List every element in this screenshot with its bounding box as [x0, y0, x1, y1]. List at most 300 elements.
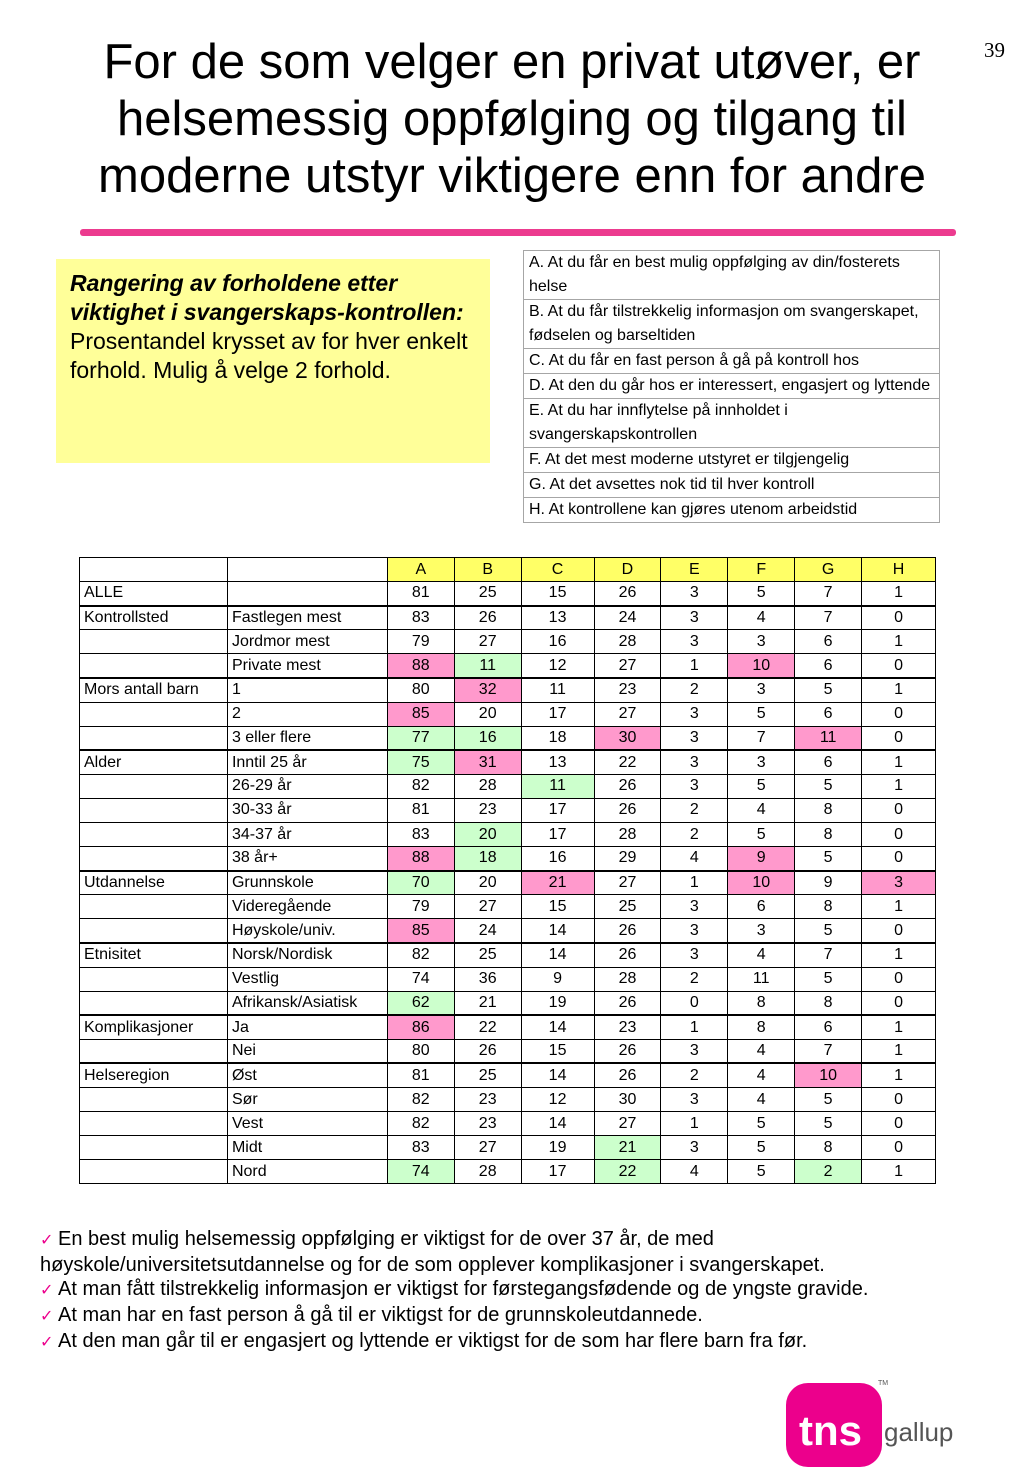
row-subgroup-label: Inntil 25 år	[227, 750, 387, 774]
table-row	[80, 1160, 936, 1184]
results-table	[79, 557, 936, 1184]
row-group-label	[80, 991, 228, 1015]
value-cell: 82	[387, 774, 454, 798]
value-cell: 7	[795, 943, 862, 967]
row-subgroup-label: Norsk/Nordisk	[227, 943, 387, 967]
value-cell: 0	[862, 726, 936, 750]
value-cell: 11	[521, 678, 594, 702]
slide-title: For de som velger en privat utøver, er helsemessig oppfølging og tilgang til moderne utstyr viktigere enn for andre	[98, 35, 926, 203]
value-cell: 27	[454, 895, 521, 919]
value-cell: 7	[728, 726, 795, 750]
value-cell: 1	[862, 895, 936, 919]
value-cell: 3	[661, 726, 728, 750]
value-cell: 85	[387, 702, 454, 726]
row-group-label	[80, 1039, 228, 1063]
value-cell: 28	[594, 823, 661, 847]
table-row	[80, 943, 936, 967]
finding-item	[40, 1303, 1000, 1329]
value-cell: 4	[728, 1063, 795, 1087]
legend-row	[524, 473, 940, 498]
value-cell: 0	[862, 991, 936, 1015]
value-cell: 27	[594, 702, 661, 726]
value-cell: 5	[728, 1160, 795, 1184]
header-blank-group	[80, 558, 228, 582]
value-cell: 9	[521, 967, 594, 991]
legend-row	[524, 251, 940, 300]
value-cell: 1	[661, 654, 728, 678]
value-cell: 80	[387, 678, 454, 702]
value-cell: 23	[594, 1015, 661, 1039]
value-cell: 81	[387, 582, 454, 606]
row-group-label	[80, 654, 228, 678]
value-cell: 79	[387, 895, 454, 919]
value-cell: 6	[795, 750, 862, 774]
value-cell: 31	[454, 750, 521, 774]
value-cell: 0	[862, 654, 936, 678]
value-cell: 70	[387, 871, 454, 895]
column-header: D	[594, 558, 661, 582]
finding-text: At man fått tilstrekkelig informasjon er viktigst for førstegangsfødende og de yngste gravide.	[58, 1278, 869, 1300]
value-cell: 1	[862, 943, 936, 967]
value-cell: 1	[862, 774, 936, 798]
value-cell: 21	[594, 1136, 661, 1160]
table-row	[80, 654, 936, 678]
value-cell: 3	[661, 1039, 728, 1063]
finding-text: At man har en fast person å gå til er viktigst for de grunnskoleutdannede.	[58, 1304, 703, 1326]
row-subgroup-label: 38 år+	[227, 847, 387, 871]
legend-row	[524, 498, 940, 523]
value-cell: 6	[795, 1015, 862, 1039]
table-row	[80, 702, 936, 726]
value-cell: 5	[728, 1112, 795, 1136]
value-cell: 8	[795, 1136, 862, 1160]
value-cell: 0	[862, 1112, 936, 1136]
value-cell: 27	[594, 654, 661, 678]
value-cell: 0	[862, 1136, 936, 1160]
method-note	[56, 259, 490, 463]
value-cell: 27	[454, 630, 521, 654]
value-cell: 25	[454, 1063, 521, 1087]
value-cell: 23	[454, 1112, 521, 1136]
value-cell: 0	[862, 823, 936, 847]
value-cell: 3	[661, 702, 728, 726]
row-group-label: Mors antall barn	[80, 678, 228, 702]
value-cell: 20	[454, 702, 521, 726]
table-row	[80, 991, 936, 1015]
value-cell: 20	[454, 823, 521, 847]
value-cell: 4	[728, 1039, 795, 1063]
finding-text: En best mulig helsemessig oppfølging er viktigst for de over 37 år, de med høyskole/universitetsutdannelse og for de som opplever komplikasjoner i svangerskapet.	[40, 1228, 825, 1276]
table-row	[80, 1063, 936, 1087]
logo-trademark: TM	[878, 1380, 889, 1387]
value-cell: 83	[387, 823, 454, 847]
value-cell: 0	[862, 1088, 936, 1112]
method-note-body: Prosentandel krysset av for hver enkelt forhold. Mulig å velge 2 forhold.	[70, 328, 468, 383]
table-row	[80, 726, 936, 750]
value-cell: 1	[862, 1015, 936, 1039]
value-cell: 79	[387, 630, 454, 654]
row-group-label: Utdannelse	[80, 871, 228, 895]
table-row	[80, 919, 936, 943]
legend-item: H. At kontrollene kan gjøres utenom arbeidstid	[524, 498, 940, 523]
table-header-row	[80, 558, 936, 582]
row-group-label	[80, 847, 228, 871]
row-subgroup-label: Nei	[227, 1039, 387, 1063]
value-cell: 7	[795, 582, 862, 606]
value-cell: 3	[661, 1136, 728, 1160]
row-subgroup-label: Vest	[227, 1112, 387, 1136]
value-cell: 1	[661, 1015, 728, 1039]
row-group-label	[80, 798, 228, 822]
value-cell: 28	[454, 1160, 521, 1184]
value-cell: 14	[521, 1112, 594, 1136]
value-cell: 29	[594, 847, 661, 871]
legend-item: A. At du får en best mulig oppfølging av din/fosterets helse	[524, 251, 940, 300]
table-row	[80, 678, 936, 702]
row-group-label: Komplikasjoner	[80, 1015, 228, 1039]
value-cell: 88	[387, 847, 454, 871]
value-cell: 3	[661, 750, 728, 774]
value-cell: 14	[521, 943, 594, 967]
logo-brand-text: tns	[799, 1407, 862, 1454]
value-cell: 62	[387, 991, 454, 1015]
value-cell: 2	[661, 798, 728, 822]
value-cell: 27	[594, 1112, 661, 1136]
legend-row	[524, 448, 940, 473]
row-subgroup-label: 2	[227, 702, 387, 726]
row-subgroup-label: 3 eller flere	[227, 726, 387, 750]
value-cell: 3	[661, 582, 728, 606]
value-cell: 15	[521, 1039, 594, 1063]
row-subgroup-label: Høyskole/univ.	[227, 919, 387, 943]
value-cell: 5	[728, 702, 795, 726]
value-cell: 0	[862, 606, 936, 630]
value-cell: 8	[795, 895, 862, 919]
table-row	[80, 871, 936, 895]
logo-sub-text: gallup	[884, 1417, 954, 1447]
value-cell: 6	[728, 895, 795, 919]
value-cell: 2	[661, 967, 728, 991]
value-cell: 30	[594, 726, 661, 750]
row-group-label: Alder	[80, 750, 228, 774]
check-icon: ✓	[40, 1282, 54, 1299]
legend-item: B. At du får tilstrekkelig informasjon om svangerskapet, fødselen og barseltiden	[524, 300, 940, 349]
value-cell: 27	[454, 1136, 521, 1160]
value-cell: 11	[795, 726, 862, 750]
value-cell: 22	[594, 750, 661, 774]
value-cell: 23	[454, 1088, 521, 1112]
row-group-label	[80, 823, 228, 847]
value-cell: 25	[454, 582, 521, 606]
value-cell: 24	[594, 606, 661, 630]
value-cell: 17	[521, 1160, 594, 1184]
value-cell: 5	[728, 1136, 795, 1160]
value-cell: 24	[454, 919, 521, 943]
value-cell: 1	[661, 1112, 728, 1136]
value-cell: 28	[594, 967, 661, 991]
value-cell: 3	[661, 606, 728, 630]
value-cell: 10	[728, 871, 795, 895]
row-group-label: Kontrollsted	[80, 606, 228, 630]
value-cell: 6	[795, 654, 862, 678]
value-cell: 82	[387, 1088, 454, 1112]
value-cell: 10	[795, 1063, 862, 1087]
value-cell: 5	[795, 919, 862, 943]
table-row	[80, 1015, 936, 1039]
legend-row	[524, 349, 940, 374]
value-cell: 28	[594, 630, 661, 654]
value-cell: 22	[454, 1015, 521, 1039]
table-row	[80, 582, 936, 606]
row-subgroup-label: Grunnskole	[227, 871, 387, 895]
row-group-label	[80, 630, 228, 654]
value-cell: 26	[454, 1039, 521, 1063]
value-cell: 80	[387, 1039, 454, 1063]
value-cell: 18	[454, 847, 521, 871]
value-cell: 0	[661, 991, 728, 1015]
row-subgroup-label: Øst	[227, 1063, 387, 1087]
value-cell: 81	[387, 1063, 454, 1087]
value-cell: 8	[728, 991, 795, 1015]
value-cell: 36	[454, 967, 521, 991]
value-cell: 26	[594, 1039, 661, 1063]
value-cell: 21	[521, 871, 594, 895]
row-subgroup-label	[227, 582, 387, 606]
value-cell: 2	[795, 1160, 862, 1184]
legend-item: D. At den du går hos er interessert, engasjert og lyttende	[524, 374, 940, 399]
legend-row	[524, 374, 940, 399]
legend-table	[523, 250, 940, 523]
value-cell: 5	[728, 774, 795, 798]
value-cell: 81	[387, 798, 454, 822]
value-cell: 1	[862, 1160, 936, 1184]
header-blank-sub	[227, 558, 387, 582]
value-cell: 7	[795, 1039, 862, 1063]
value-cell: 0	[862, 798, 936, 822]
value-cell: 32	[454, 678, 521, 702]
value-cell: 5	[728, 582, 795, 606]
value-cell: 10	[728, 654, 795, 678]
column-header: F	[728, 558, 795, 582]
value-cell: 16	[521, 847, 594, 871]
value-cell: 25	[454, 943, 521, 967]
table-row	[80, 798, 936, 822]
value-cell: 11	[521, 774, 594, 798]
value-cell: 2	[661, 1063, 728, 1087]
value-cell: 6	[795, 630, 862, 654]
legend-item: F. At det mest moderne utstyret er tilgjengelig	[524, 448, 940, 473]
check-icon: ✓	[40, 1232, 54, 1249]
row-group-label	[80, 919, 228, 943]
legend-row	[524, 399, 940, 448]
value-cell: 26	[594, 1063, 661, 1087]
table-row	[80, 895, 936, 919]
value-cell: 2	[661, 823, 728, 847]
row-group-label	[80, 702, 228, 726]
value-cell: 8	[728, 1015, 795, 1039]
page-number: 39	[984, 38, 1005, 62]
value-cell: 3	[728, 750, 795, 774]
value-cell: 26	[594, 774, 661, 798]
value-cell: 17	[521, 823, 594, 847]
value-cell: 4	[661, 1160, 728, 1184]
value-cell: 8	[795, 823, 862, 847]
row-group-label	[80, 726, 228, 750]
value-cell: 74	[387, 967, 454, 991]
finding-item	[40, 1277, 1000, 1303]
value-cell: 17	[521, 798, 594, 822]
value-cell: 25	[594, 895, 661, 919]
row-group-label	[80, 895, 228, 919]
row-subgroup-label: Midt	[227, 1136, 387, 1160]
findings-list	[40, 1227, 1000, 1355]
value-cell: 83	[387, 1136, 454, 1160]
column-header: B	[454, 558, 521, 582]
value-cell: 4	[661, 847, 728, 871]
value-cell: 5	[795, 967, 862, 991]
value-cell: 4	[728, 943, 795, 967]
row-group-label: Etnisitet	[80, 943, 228, 967]
value-cell: 28	[454, 774, 521, 798]
title-divider	[80, 229, 956, 236]
value-cell: 26	[594, 919, 661, 943]
finding-text: At den man går til er engasjert og lyttende er viktigst for de som har flere barn fra før.	[58, 1330, 808, 1352]
table-row	[80, 847, 936, 871]
value-cell: 11	[728, 967, 795, 991]
row-subgroup-label: Fastlegen mest	[227, 606, 387, 630]
value-cell: 82	[387, 1112, 454, 1136]
value-cell: 3	[661, 630, 728, 654]
value-cell: 7	[795, 606, 862, 630]
value-cell: 3	[661, 1088, 728, 1112]
value-cell: 3	[728, 678, 795, 702]
table-row	[80, 630, 936, 654]
value-cell: 17	[521, 702, 594, 726]
value-cell: 14	[521, 1015, 594, 1039]
table-row	[80, 1112, 936, 1136]
value-cell: 0	[862, 919, 936, 943]
value-cell: 27	[594, 871, 661, 895]
row-subgroup-label: Jordmor mest	[227, 630, 387, 654]
value-cell: 5	[795, 1088, 862, 1112]
value-cell: 2	[661, 678, 728, 702]
table-row	[80, 967, 936, 991]
method-note-heading: Rangering av forholdene etter viktighet i svangerskaps-kontrollen:	[70, 270, 464, 325]
value-cell: 1	[862, 1039, 936, 1063]
row-group-label	[80, 1088, 228, 1112]
value-cell: 26	[454, 606, 521, 630]
table-row	[80, 750, 936, 774]
row-subgroup-label: 30-33 år	[227, 798, 387, 822]
row-group-label	[80, 1112, 228, 1136]
value-cell: 15	[521, 582, 594, 606]
table-row	[80, 606, 936, 630]
value-cell: 3	[661, 919, 728, 943]
row-group-label: Helseregion	[80, 1063, 228, 1087]
value-cell: 3	[661, 943, 728, 967]
tns-gallup-logo	[786, 1373, 966, 1469]
value-cell: 26	[594, 798, 661, 822]
value-cell: 3	[661, 895, 728, 919]
value-cell: 3	[661, 774, 728, 798]
value-cell: 77	[387, 726, 454, 750]
row-subgroup-label: 26-29 år	[227, 774, 387, 798]
table-row	[80, 823, 936, 847]
value-cell: 13	[521, 750, 594, 774]
value-cell: 4	[728, 1088, 795, 1112]
value-cell: 23	[594, 678, 661, 702]
column-header: G	[795, 558, 862, 582]
value-cell: 88	[387, 654, 454, 678]
value-cell: 0	[862, 967, 936, 991]
legend-item: G. At det avsettes nok tid til hver kontroll	[524, 473, 940, 498]
column-header: C	[521, 558, 594, 582]
row-subgroup-label: Private mest	[227, 654, 387, 678]
row-group-label	[80, 967, 228, 991]
legend-item: E. At du har innflytelse på innholdet i svangerskapskontrollen	[524, 399, 940, 448]
row-subgroup-label: Ja	[227, 1015, 387, 1039]
value-cell: 3	[728, 919, 795, 943]
value-cell: 1	[862, 678, 936, 702]
row-group-label: ALLE	[80, 582, 228, 606]
value-cell: 4	[728, 798, 795, 822]
legend-row	[524, 300, 940, 349]
value-cell: 22	[594, 1160, 661, 1184]
value-cell: 1	[862, 750, 936, 774]
value-cell: 26	[594, 991, 661, 1015]
value-cell: 26	[594, 582, 661, 606]
row-subgroup-label: Vestlig	[227, 967, 387, 991]
column-header: A	[387, 558, 454, 582]
value-cell: 5	[795, 678, 862, 702]
value-cell: 30	[594, 1088, 661, 1112]
value-cell: 0	[862, 702, 936, 726]
value-cell: 83	[387, 606, 454, 630]
value-cell: 19	[521, 991, 594, 1015]
value-cell: 5	[728, 823, 795, 847]
value-cell: 5	[795, 1112, 862, 1136]
value-cell: 0	[862, 847, 936, 871]
value-cell: 5	[795, 774, 862, 798]
table-row	[80, 1088, 936, 1112]
value-cell: 1	[661, 871, 728, 895]
finding-item	[40, 1329, 1000, 1355]
value-cell: 21	[454, 991, 521, 1015]
value-cell: 1	[862, 1063, 936, 1087]
finding-item	[40, 1227, 1000, 1277]
value-cell: 16	[521, 630, 594, 654]
value-cell: 13	[521, 606, 594, 630]
value-cell: 1	[862, 630, 936, 654]
row-group-label	[80, 774, 228, 798]
row-subgroup-label: Sør	[227, 1088, 387, 1112]
value-cell: 3	[728, 630, 795, 654]
value-cell: 20	[454, 871, 521, 895]
legend-item: C. At du får en fast person å gå på kontroll hos	[524, 349, 940, 374]
value-cell: 74	[387, 1160, 454, 1184]
row-subgroup-label: 34-37 år	[227, 823, 387, 847]
value-cell: 12	[521, 1088, 594, 1112]
column-header: E	[661, 558, 728, 582]
value-cell: 6	[795, 702, 862, 726]
value-cell: 14	[521, 919, 594, 943]
row-subgroup-label: Videregående	[227, 895, 387, 919]
value-cell: 9	[795, 871, 862, 895]
value-cell: 82	[387, 943, 454, 967]
value-cell: 12	[521, 654, 594, 678]
value-cell: 16	[454, 726, 521, 750]
value-cell: 75	[387, 750, 454, 774]
